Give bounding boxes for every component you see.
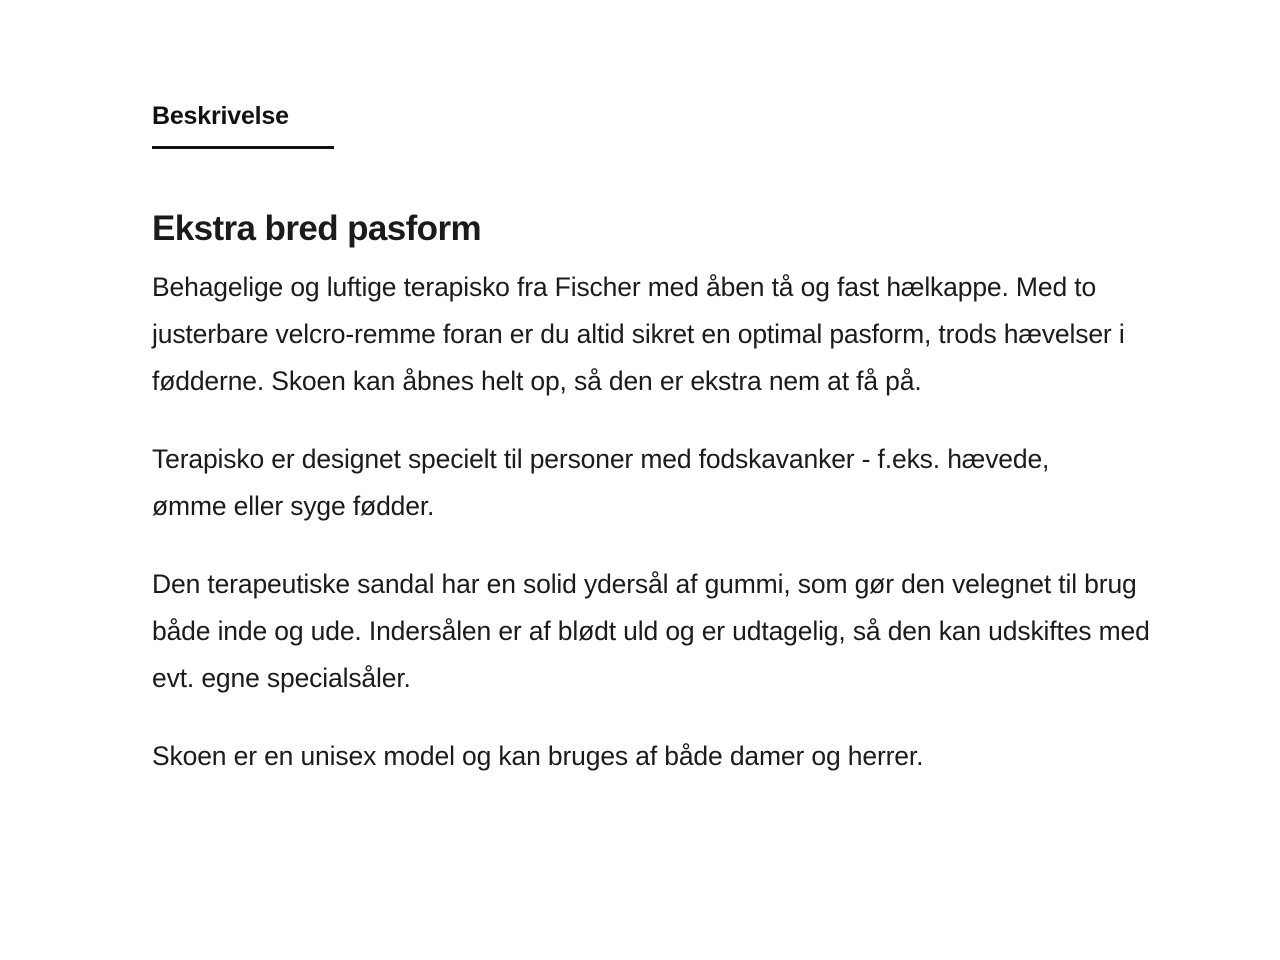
section-heading-underline: [152, 146, 334, 149]
description-body: [152, 264, 1160, 780]
description-content: [152, 100, 1162, 771]
description-paragraph-3: Den terapeutiske sandal har en solid ydersål af gummi, som gør den velegnet til brug både inde og ude. Indersålen er af blødt uld og er udtagelig, så den kan udskiftes med evt. egne specialsåler.: [152, 569, 1150, 693]
description-paragraph-2: Terapisko er designet specielt til personer med fodskavanker - f.eks. hævede, ømme eller syge fødder.: [152, 444, 1050, 521]
product-headline: Ekstra bred pasform: [152, 209, 481, 248]
section-heading-beskrivelse: Beskrivelse: [152, 102, 289, 130]
section-header: [152, 100, 334, 149]
description-paragraph-1: Behagelige og luftige terapisko fra Fischer med åben tå og fast hælkappe. Med to justerbare velcro-remme foran er du altid sikret en optimal pasform, trods hævelser i fødderne. Skoen kan åbnes helt op, så den er ekstra nem at få på.: [152, 272, 1125, 396]
description-paragraph-4: Skoen er en unisex model og kan bruges af både damer og herrer.: [152, 741, 924, 771]
